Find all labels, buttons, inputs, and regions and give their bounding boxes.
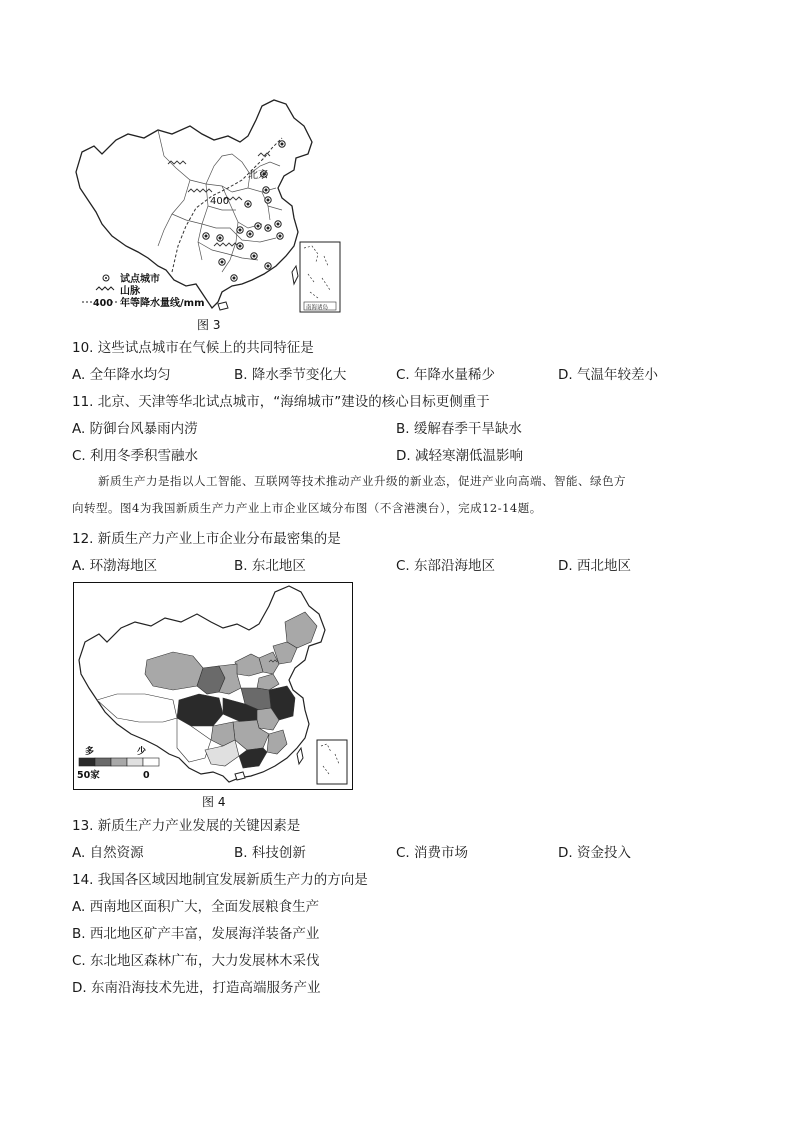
inset-label: 南海诸岛 xyxy=(306,305,329,311)
isoline-label: 400 xyxy=(210,196,230,207)
beijing-label: 北京 xyxy=(248,170,268,181)
q13-option-d[interactable]: D. 资金投入 xyxy=(558,845,631,861)
china-map-enterprise-distribution xyxy=(73,582,353,790)
china-map-pilot-cities xyxy=(72,96,352,318)
legend-swatch-5 xyxy=(143,758,159,766)
legend-pilot-city: 试点城市 xyxy=(120,274,160,285)
q12-option-c[interactable]: C. 东部沿海地区 xyxy=(396,558,496,574)
q12-option-b[interactable]: B. 东北地区 xyxy=(234,558,306,574)
taiwan-island xyxy=(292,266,298,284)
legend-max: 50家 xyxy=(77,770,100,781)
q10-option-c[interactable]: C. 年降水量稀少 xyxy=(396,367,496,383)
q14-option-b[interactable]: B. 西北地区矿产丰富，发展海洋装备产业 xyxy=(72,926,320,942)
q14-option-c[interactable]: C. 东北地区森林广布，大力发展林木采伐 xyxy=(72,953,320,969)
q11-option-b[interactable]: B. 缓解春季干旱缺水 xyxy=(396,421,522,437)
q14-option-d[interactable]: D. 东南沿海技术先进，打造高端服务产业 xyxy=(72,980,321,996)
legend-more: 多 xyxy=(85,747,95,757)
passage-line-1: 新质生产力是指以人工智能、互联网等技术推动产业升级的新业态，促进产业向高端、智能、绿色方 xyxy=(98,474,626,488)
passage-line-2: 向转型。图4为我国新质生产力产业上市企业区域分布图（不含港澳台），完成12-14题。 xyxy=(72,501,542,515)
figure-4-map xyxy=(73,582,353,790)
legend-isoline: 年等降水量线/mm xyxy=(120,298,205,309)
question-12-stem: 12. 新质生产力产业上市企业分布最密集的是 xyxy=(72,531,341,547)
q13-option-b[interactable]: B. 科技创新 xyxy=(234,845,306,861)
region-northwest-1 xyxy=(145,652,203,690)
legend-mountain: 山脉 xyxy=(120,286,140,297)
south-sea-inset-fig4 xyxy=(317,740,347,784)
material-passage xyxy=(72,468,732,522)
q10-option-d[interactable]: D. 气温年较差小 xyxy=(558,367,658,383)
legend-swatch-1 xyxy=(79,758,95,766)
china-outline xyxy=(76,100,312,308)
q11-option-c[interactable]: C. 利用冬季积雪融水 xyxy=(72,448,199,464)
q11-option-a[interactable]: A. 防御台风暴雨内涝 xyxy=(72,421,198,437)
legend-less: 少 xyxy=(137,747,147,757)
south-sea-inset xyxy=(300,242,340,312)
legend-isoline-symbol: 400 xyxy=(93,298,113,309)
question-11-stem: 11. 北京、天津等华北试点城市，“海绵城市”建设的核心目标更侧重于 xyxy=(72,394,490,410)
figure-4-caption: 图 4 xyxy=(202,795,226,809)
question-14-stem: 14. 我国各区域因地制宜发展新质生产力的方向是 xyxy=(72,872,368,888)
hainan-island-fig4 xyxy=(235,772,245,780)
figure-3-caption: 图 3 xyxy=(197,318,221,332)
question-13-stem: 13. 新质生产力产业发展的关键因素是 xyxy=(72,818,301,834)
hainan-island xyxy=(218,302,228,310)
figure-3-map xyxy=(72,96,352,318)
q10-option-b[interactable]: B. 降水季节变化大 xyxy=(234,367,347,383)
legend-min: 0 xyxy=(143,770,150,781)
legend-swatch-4 xyxy=(127,758,143,766)
q12-option-d[interactable]: D. 西北地区 xyxy=(558,558,631,574)
question-10-stem: 10. 这些试点城市在气候上的共同特征是 xyxy=(72,340,314,356)
q10-option-a[interactable]: A. 全年降水均匀 xyxy=(72,367,171,383)
q13-option-a[interactable]: A. 自然资源 xyxy=(72,845,144,861)
q13-option-c[interactable]: C. 消费市场 xyxy=(396,845,469,861)
legend-swatch-2 xyxy=(95,758,111,766)
q12-option-a[interactable]: A. 环渤海地区 xyxy=(72,558,158,574)
legend-swatch-3 xyxy=(111,758,127,766)
q14-option-a[interactable]: A. 西南地区面积广大，全面发展粮食生产 xyxy=(72,899,320,915)
q11-option-d[interactable]: D. 减轻寒潮低温影响 xyxy=(396,448,523,464)
region-sichuan xyxy=(177,694,223,726)
